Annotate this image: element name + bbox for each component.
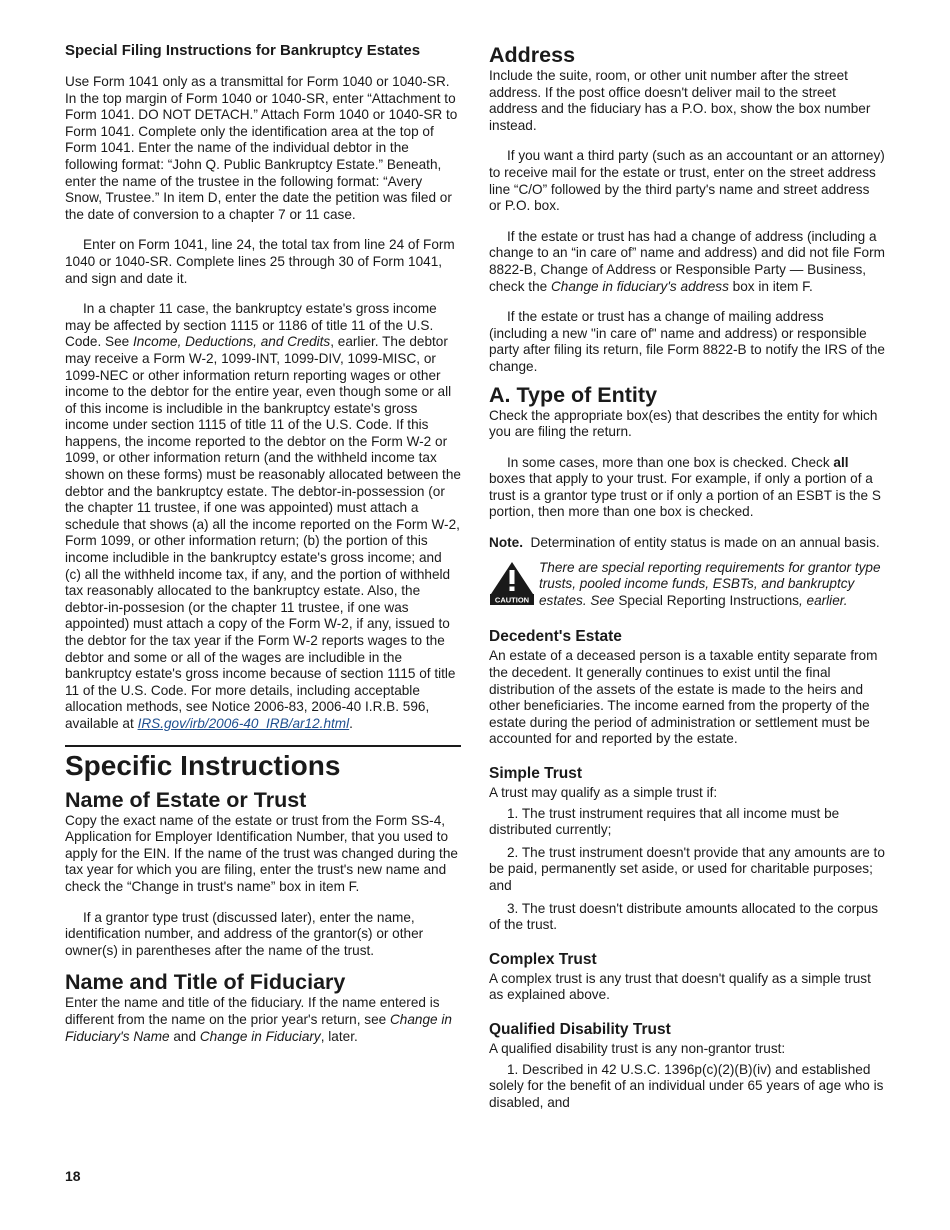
fiduciary-heading: Name and Title of Fiduciary: [65, 970, 346, 995]
simple-trust-item-1: 1. The trust instrument requires that all income must be distributed currently;: [489, 805, 840, 838]
address-heading: Address: [489, 43, 576, 67]
page-number: 18: [65, 1168, 81, 1184]
note-label: Note.: [489, 535, 523, 551]
simple-trust-item-2: 2. The trust instrument doesn't provide that any amounts are to be paid, permanently set aside, or used for charitable purposes; and: [489, 844, 885, 893]
left-column: [65, 42, 461, 1045]
address-p3-end: box in item F.: [728, 278, 813, 294]
simple-trust-heading: Simple Trust: [489, 765, 583, 782]
simple-trust-item-3: 3. The trust doesn't distribute amounts allocated to the corpus of the trust.: [489, 900, 879, 933]
section-divider: [65, 745, 461, 783]
income-deductions-credits-ref: Income, Deductions, and Credits: [133, 334, 331, 350]
caution-block: [489, 560, 885, 610]
name-paragraph-2: If a grantor type trust (discussed later), enter the name, identification number, and address of the grantor(s) or other owner(s) in parentheses after the name of the trust.: [65, 909, 424, 958]
type-of-entity-heading: A. Type of Entity: [489, 382, 658, 407]
fiduciary-text-mid: and: [169, 1028, 200, 1044]
bankruptcy-paragraph-3: [65, 301, 461, 732]
qualified-disability-item-1: 1. Described in 42 U.S.C. 1396p(c)(2)(B)(iv) and established solely for the benefit of an individual under 65 years of age who is disabled, and: [489, 1061, 884, 1110]
bankruptcy-heading: Special Filing Instructions for Bankruptcy Estates: [65, 42, 421, 59]
fiduciary-text-end: , later.: [320, 1028, 358, 1044]
decedent-heading: Decedent's Estate: [489, 628, 622, 646]
bankruptcy-p3-text-a: In a chapter 11 case, the bankruptcy estate's gross income may be affected by section 1115 or 1186 of title 11 of the U.S. Code. See: [65, 301, 437, 350]
bankruptcy-p3-text-b: , earlier. The debtor may receive a Form W-2, 1099-INT, 1099-DIV, 1099-MISC, or 1099-NEC or other information return reporting wages or other income to the debtor for the entire year, even though some or all of this income is includible in the bankruptcy estate's gross income under section 1115 of title 11 of the U.S. Code. If this happens, the income reported to the debtor on the Form W-2 or 1099, or other information return (and the withheld income tax shown on these forms) must be reasonably allocated between the debtor and the bankruptcy estate. The debtor-in-possession (or the chapter 11 trustee, if one was appointed) must attach a schedule that shows (a) all the income reported on the Form W-2, Form 1099, or other information return; (b) the portion of this income includible in the bankruptcy estate's gross income; and (c) all the withheld income tax, if any, and the portion of withheld tax reasonably allocated to the bankruptcy estate. Also, the debtor-in-possesion (or the chapter 11 trustee, if one was appointed) must attach a copy of the Form W-2, if any, issued to the debtor for the tax year if the Form W-2 reports wages to the debtor and some or all of the wages are includible in the bankruptcy estate's gross income because of section 1115 of title 11 of the U.S. Code. For more details, including acceptable allocation methods, see Notice 2006-83, 2006-40 I.R.B. 596, available at: [65, 334, 461, 731]
special-reporting-ref: Special Reporting Instructions: [618, 592, 799, 608]
fiduciary-paragraph-1: [65, 995, 461, 1045]
note-text: Determination of entity status is made on an annual basis.: [530, 535, 880, 551]
caution-label: CAUTION: [494, 595, 530, 605]
fiduciary-name-ref: Change in Fiduciary's Name: [65, 1011, 452, 1044]
fiduciary-change-ref: Change in Fiduciary: [199, 1028, 321, 1044]
right-column: [489, 42, 885, 1111]
entity-p2-bold: all: [833, 454, 849, 470]
address-paragraph-1: Include the suite, room, or other unit number after the street address. If the post office doesn't deliver mail to the street address and the fiduciary has a P.O. box, show the box number instead.: [489, 68, 871, 133]
caution-icon: [489, 560, 535, 606]
caution-text-end: , earlier.: [798, 592, 848, 608]
bankruptcy-paragraph-1: Use Form 1041 only as a transmittal for Form 1040 or 1040-SR. In the top margin of Form 1040 or 1040-SR, enter “Attachment to Form 1041. DO NOT DETACH.” Attach Form 1040 or 1040-SR to Form 1041. Complete only the identification area at the top of Form 1041. Enter the name of the individual debtor in the following format: “John Q. Public Bankruptcy Estate.” Beneath, enter the name of the trustee in the following format: “Avery Snow, Trustee.” In item D, enter the date the petition was filed or the date of conversion to a chapter 7 or 11 case.: [65, 74, 458, 222]
caution-text-a: There are special reporting requirements for grantor type trusts, pooled income funds, ESBTs, and bankruptcy estates. See: [539, 559, 881, 608]
complex-trust-paragraph: A complex trust is any trust that doesn't qualify as a simple trust as explained above.: [489, 970, 871, 1003]
entity-paragraph-2: [489, 455, 885, 521]
qualified-disability-heading: Qualified Disability Trust: [489, 1020, 671, 1038]
name-paragraph-1: Copy the exact name of the estate or trust from the Form SS-4, Application for Employer Identification Number, that you used to apply for the EIN. If the name of the trust was changed during the tax year for which you are filing, enter the trust's new name and check the “Change in trust's name” box in item F.: [65, 812, 458, 894]
complex-trust-heading: Complex Trust: [489, 950, 597, 968]
address-paragraph-4: If the estate or trust has a change of mailing address (including a new "in care of" name and address) or responsible party after filing its return, file Form 8822-B to notify the IRS of the change.: [489, 309, 885, 374]
bankruptcy-paragraph-2: Enter on Form 1041, line 24, the total tax from line 24 of Form 1040 or 1040-SR. Complete lines 25 through 30 of Form 1041, and sign and date it.: [65, 237, 455, 286]
decedent-paragraph: An estate of a deceased person is a taxable entity separate from the decedent. It generally continues to exist until the final distribution of the assets of the estate is made to the heirs and other beneficiaries. The income earned from the property of the estate during the period of administration or settlement must be accounted for and reported by the estate.: [489, 648, 878, 747]
note-paragraph: [489, 535, 885, 552]
address-paragraph-3: [489, 229, 885, 295]
qualified-disability-paragraph: A qualified disability trust is any non-grantor trust:: [489, 1040, 786, 1056]
specific-instructions-heading: Specific Instructions: [65, 749, 341, 781]
bankruptcy-p3-end: .: [349, 715, 353, 731]
name-of-estate-heading: Name of Estate or Trust: [65, 787, 307, 812]
irb-link[interactable]: IRS.gov/irb/2006-40_IRB/ar12.html: [137, 715, 350, 731]
entity-p2-text-a: In some cases, more than one box is checked. Check: [507, 454, 834, 470]
entity-p2-text-b: boxes that apply to your trust. For example, if only a portion of a trust is a grantor type trust or if only a portion of an ESBT is the S portion, then more than one box is checked.: [489, 471, 881, 520]
fiduciary-text-a: Enter the name and title of the fiduciary. If the name entered is different from the name on the prior year's return, see: [65, 995, 440, 1027]
entity-paragraph-1: Check the appropriate box(es) that describes the entity for which you are filing the return.: [489, 407, 878, 440]
caution-text: [489, 560, 885, 610]
address-paragraph-2: If you want a third party (such as an accountant or an attorney) to receive mail for the estate or trust, enter on the street address line “C/O” followed by the third party's name and street address or P.O. box.: [489, 148, 885, 214]
address-p3-text-a: If the estate or trust has had a change of address (including a change to an “in care of” name and address) and did not file Form 8822-B, Change of Address or Responsible Party — Business, check the: [489, 228, 885, 294]
change-fiduciary-address-ref: Change in fiduciary's address: [550, 278, 729, 294]
simple-trust-paragraph: A trust may qualify as a simple trust if:: [489, 785, 718, 800]
